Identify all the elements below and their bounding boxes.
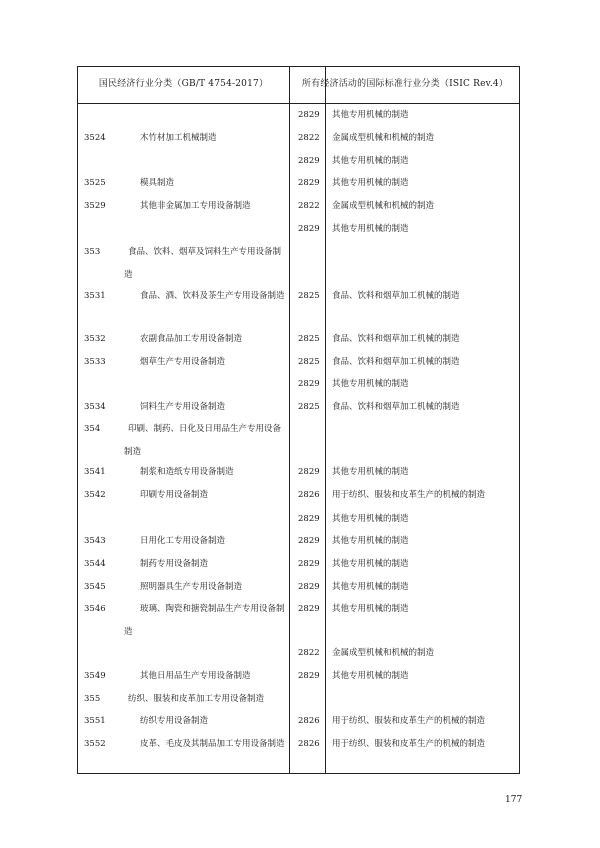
gbt-code: 3551 [84, 716, 106, 726]
isic-code: 2829 [298, 536, 320, 546]
column-divider [289, 66, 290, 774]
isic-name: 其他专用机械的制造 [332, 467, 409, 477]
page-number: 177 [505, 795, 523, 805]
isic-name: 其他专用机械的制造 [332, 671, 409, 681]
gbt-code: 3529 [84, 201, 106, 211]
isic-code: 2829 [298, 582, 320, 592]
isic-code: 2822 [298, 133, 320, 143]
gbt-name: 农副食品加工专用设备制造 [140, 334, 243, 344]
gbt-name: 玻璃、陶瓷和搪瓷制品生产专用设备制造 [124, 604, 285, 637]
isic-code: 2829 [298, 559, 320, 569]
isic-name: 食品、饮料和烟草加工机械的制造 [332, 402, 460, 412]
isic-name: 用于纺织、服装和皮革生产的机械的制造 [332, 716, 486, 726]
gbt-code: 3531 [84, 291, 106, 301]
gbt-code: 3542 [84, 490, 106, 500]
gbt-name: 其他非金属加工专用设备制造 [140, 201, 251, 211]
isic-name: 其他专用机械的制造 [332, 110, 409, 120]
isic-code: 2822 [298, 201, 320, 211]
gbt-name: 食品、饮料、烟草及饲料生产专用设备制造 [124, 247, 282, 280]
isic-name: 食品、饮料和烟草加工机械的制造 [332, 334, 460, 344]
gbt-name: 制浆和造纸专用设备制造 [140, 467, 234, 477]
isic-code: 2829 [298, 671, 320, 681]
isic-name: 其他专用机械的制造 [332, 582, 409, 592]
isic-code: 2829 [298, 178, 320, 188]
gbt-code: 3525 [84, 178, 106, 188]
isic-code: 2825 [298, 402, 320, 412]
gbt-name: 模具制造 [140, 178, 175, 188]
isic-name: 其他专用机械的制造 [332, 604, 409, 614]
isic-code: 2829 [298, 467, 320, 477]
gbt-code: 354 [84, 424, 101, 434]
gbt-name: 照明器具生产专用设备制造 [140, 582, 243, 592]
gbt-code: 3544 [84, 559, 106, 569]
gbt-code: 3543 [84, 536, 106, 546]
isic-name: 用于纺织、服装和皮革生产的机械的制造 [332, 739, 486, 749]
gbt-name: 日用化工专用设备制造 [140, 536, 226, 546]
gbt-name: 印刷、制药、日化及日用品生产专用设备制造 [124, 424, 282, 457]
isic-code: 2826 [298, 739, 320, 749]
isic-code: 2829 [298, 224, 320, 234]
isic-name: 金属成型机械和机械的制造 [332, 133, 435, 143]
isic-name: 其他专用机械的制造 [332, 514, 409, 524]
isic-code: 2825 [298, 334, 320, 344]
gbt-name: 印刷专用设备制造 [140, 490, 209, 500]
isic-code: 2825 [298, 291, 320, 301]
isic-name: 金属成型机械和机械的制造 [332, 201, 435, 211]
gbt-code: 3552 [84, 739, 106, 749]
isic-name: 其他专用机械的制造 [332, 536, 409, 546]
gbt-code: 3533 [84, 357, 106, 367]
isic-code: 2826 [298, 490, 320, 500]
gbt-name: 饲料生产专用设备制造 [140, 402, 226, 412]
isic-name: 用于纺织、服装和皮革生产的机械的制造 [332, 490, 486, 500]
isic-code: 2822 [298, 648, 320, 658]
column-divider [325, 66, 326, 774]
isic-name: 食品、饮料和烟草加工机械的制造 [332, 291, 460, 301]
gbt-name: 烟草生产专用设备制造 [140, 357, 226, 367]
isic-code: 2829 [298, 156, 320, 166]
gbt-code: 355 [84, 694, 101, 704]
isic-code: 2829 [298, 604, 320, 614]
gbt-name: 纺织、服装和皮革加工专用设备制造 [128, 694, 265, 704]
isic-name: 金属成型机械和机械的制造 [332, 648, 435, 658]
isic-code: 2826 [298, 716, 320, 726]
isic-name: 食品、饮料和烟草加工机械的制造 [332, 357, 460, 367]
gbt-code: 3541 [84, 467, 106, 477]
isic-code: 2825 [298, 357, 320, 367]
gbt-name: 食品、酒、饮料及茶生产专用设备制造 [140, 291, 285, 301]
header-gbt: 国民经济行业分类（GB/T 4754-2017） [98, 79, 269, 89]
gbt-code: 3545 [84, 582, 106, 592]
isic-name: 其他专用机械的制造 [332, 379, 409, 389]
isic-name: 其他专用机械的制造 [332, 178, 409, 188]
isic-code: 2829 [298, 514, 320, 524]
gbt-code: 3549 [84, 671, 106, 681]
gbt-code: 3524 [84, 133, 106, 143]
isic-name: 其他专用机械的制造 [332, 559, 409, 569]
gbt-code: 3532 [84, 334, 106, 344]
gbt-code: 353 [84, 247, 101, 257]
gbt-code: 3546 [84, 604, 106, 614]
gbt-name: 纺织专用设备制造 [140, 716, 209, 726]
isic-code: 2829 [298, 110, 320, 120]
gbt-name: 其他日用品生产专用设备制造 [140, 671, 251, 681]
gbt-code: 3534 [84, 402, 106, 412]
gbt-name: 皮革、毛皮及其制品加工专用设备制造 [140, 739, 285, 749]
header-isic: 所有经济活动的国际标准行业分类（ISIC Rev.4） [301, 79, 509, 89]
gbt-name: 木竹材加工机械制造 [140, 133, 217, 143]
isic-name: 其他专用机械的制造 [332, 156, 409, 166]
gbt-name: 制药专用设备制造 [140, 559, 209, 569]
isic-name: 其他专用机械的制造 [332, 224, 409, 234]
isic-code: 2829 [298, 379, 320, 389]
